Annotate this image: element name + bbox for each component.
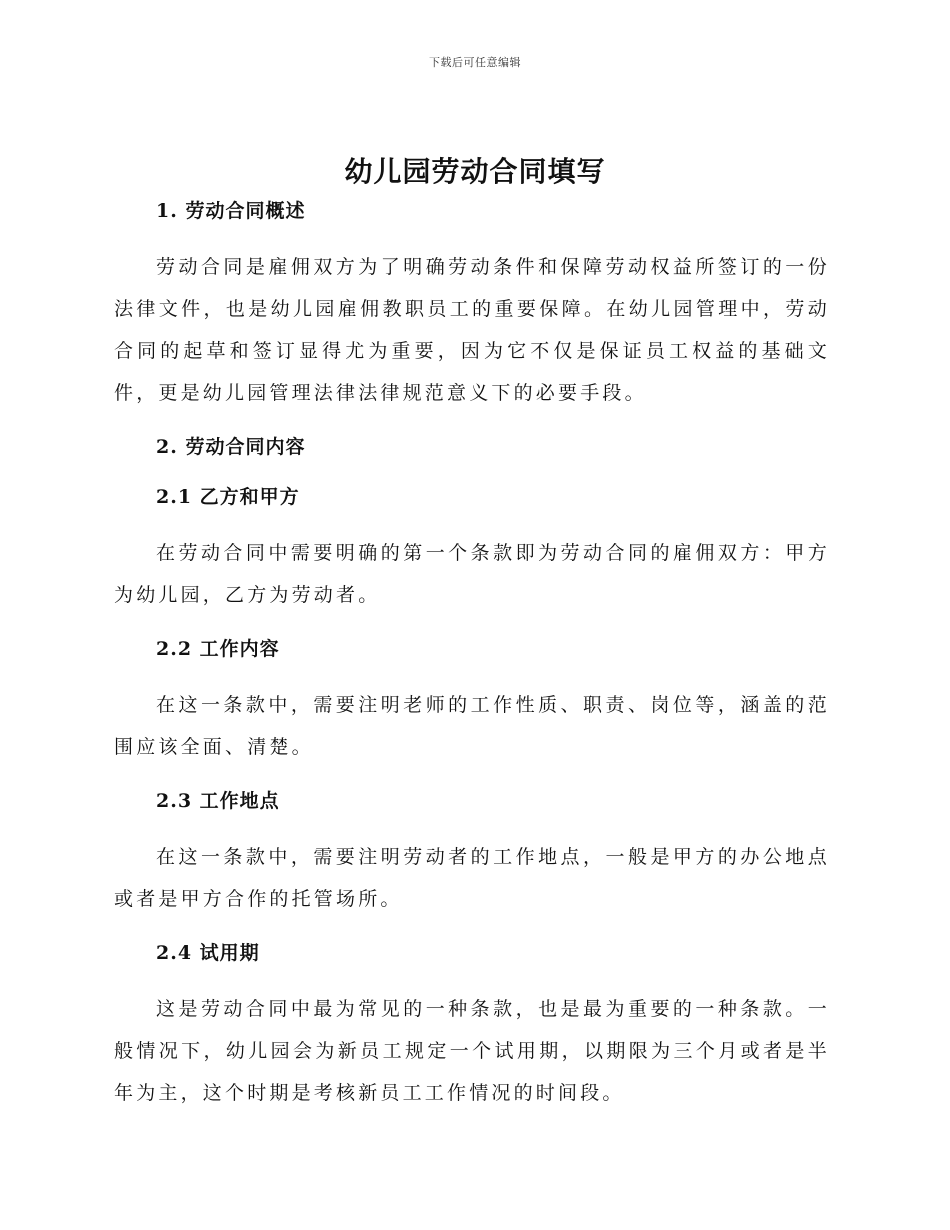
section-paragraph-parties: 在劳动合同中需要明确的第一个条款即为劳动合同的雇佣双方：甲方为幼儿园，乙方为劳动者。	[114, 542, 830, 606]
section-heading-parties: 2.1 乙方和甲方	[156, 486, 300, 508]
section-paragraph-work-location: 在这一条款中，需要注明劳动者的工作地点，一般是甲方的办公地点或者是甲方合作的托管场所。	[114, 846, 830, 910]
section-paragraph-work-content: 在这一条款中，需要注明老师的工作性质、职责、岗位等，涵盖的范围应该全面、清楚。	[114, 694, 830, 758]
section-heading-contents: 2. 劳动合同内容	[156, 436, 306, 458]
section-heading-work-content: 2.2 工作内容	[156, 638, 280, 660]
section-heading-overview: 1. 劳动合同概述	[156, 200, 306, 222]
section-paragraph-overview: 劳动合同是雇佣双方为了明确劳动条件和保障劳动权益所签订的一份法律文件，也是幼儿园雇佣教职员工的重要保障。在幼儿园管理中，劳动合同的起草和签订显得尤为重要，因为它不仅是保证员工权益的基础文件，更是幼儿园管理法律法律规范意义下的必要手段。	[114, 256, 830, 404]
header-note: 下载后可任意编辑	[429, 56, 521, 69]
section-paragraph-probation: 这是劳动合同中最为常见的一种条款，也是最为重要的一种条款。一般情况下，幼儿园会为新员工规定一个试用期，以期限为三个月或者是半年为主，这个时期是考核新员工工作情况的时间段。	[114, 998, 830, 1104]
page-title: 幼儿园劳动合同填写	[344, 155, 606, 188]
section-heading-work-location: 2.3 工作地点	[156, 790, 280, 812]
section-heading-probation: 2.4 试用期	[156, 942, 260, 964]
document-body	[114, 196, 830, 1114]
